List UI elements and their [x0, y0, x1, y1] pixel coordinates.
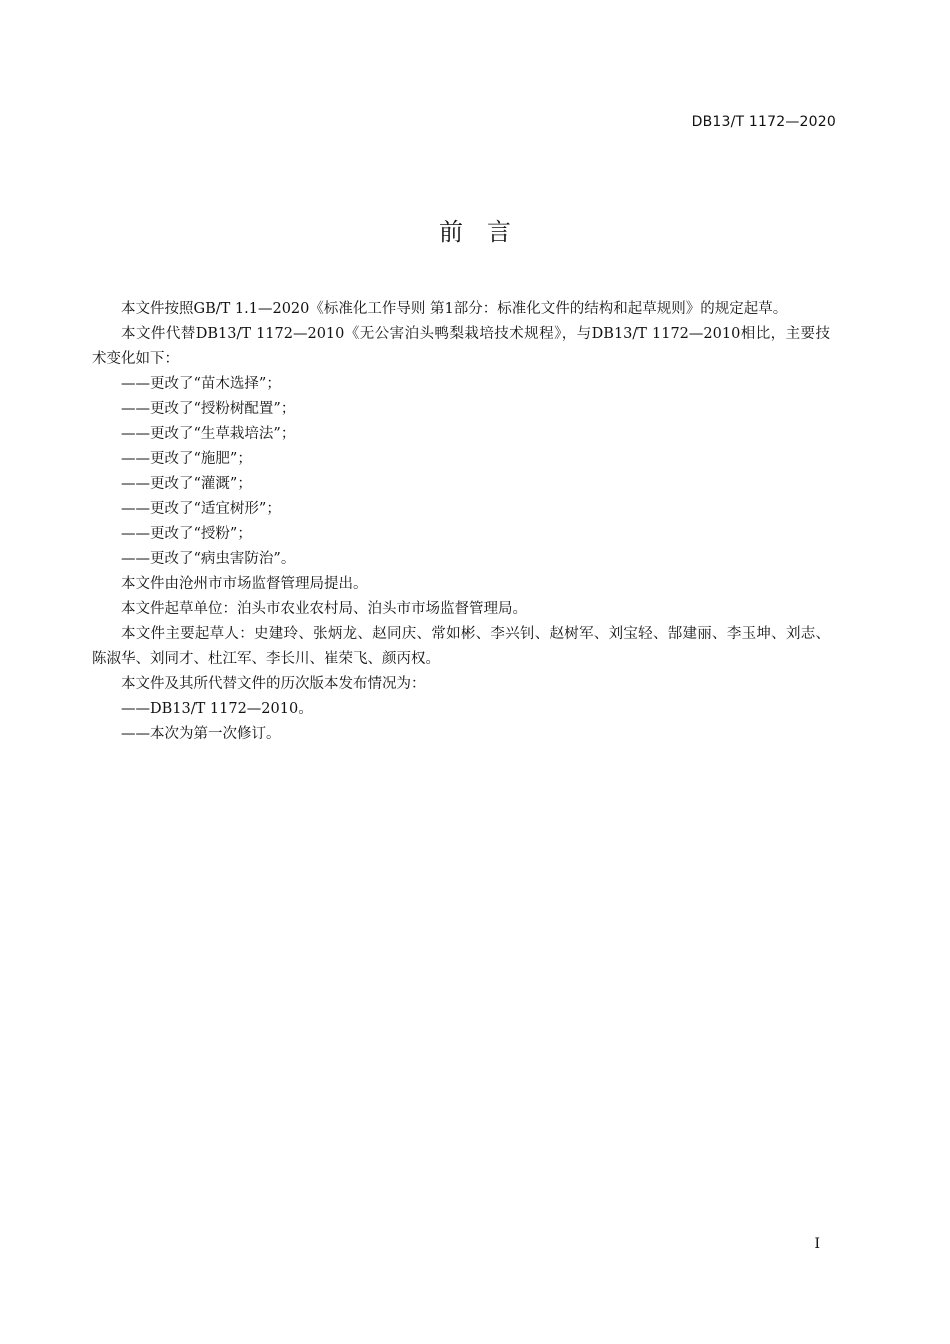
history-item: ——DB13/T 1172—2010。 — [121, 701, 313, 717]
paragraph-drafting-basis: 本文件按照GB/T 1.1—2020《标准化工作导则 第1部分：标准化文件的结构和起草规则》的规定起草。 — [121, 301, 788, 317]
list-item: ——更改了“苗木选择”； — [121, 376, 281, 392]
paragraph-drafters: 本文件主要起草人：史建玲、张炳龙、赵同庆、常如彬、李兴钊、赵树军、刘宝轻、郜建丽、李玉坤、刘志、陈淑华、刘同才、杜江军、李长川、崔荣飞、颜丙权。 — [92, 626, 830, 667]
page-number: I — [814, 1236, 820, 1252]
list-item: ——更改了“生草栽培法”； — [121, 426, 296, 442]
list-item: ——更改了“病虫害防治”。 — [121, 551, 296, 567]
list-item: ——更改了“适宜树形”； — [121, 501, 281, 517]
paragraph-drafting-units: 本文件起草单位：泊头市农业农村局、泊头市市场监督管理局。 — [121, 601, 527, 617]
history-item: ——本次为第一次修订。 — [121, 726, 281, 742]
list-item: ——更改了“授粉”； — [121, 526, 252, 542]
page-title: 前言 — [439, 218, 535, 246]
paragraph-version-history: 本文件及其所代替文件的历次版本发布情况为： — [121, 676, 426, 692]
list-item: ——更改了“灌溉”； — [121, 476, 252, 492]
paragraph-proposer: 本文件由沧州市市场监督管理局提出。 — [121, 576, 368, 592]
list-item: ——更改了“授粉树配置”； — [121, 401, 296, 417]
document-body — [92, 297, 830, 747]
paragraph-replacement: 本文件代替DB13/T 1172—2010《无公害泊头鸭梨栽培技术规程》，与DB13/T 1172—2010相比，主要技术变化如下： — [92, 326, 830, 367]
document-code: DB13/T 1172—2020 — [691, 114, 836, 130]
list-item: ——更改了“施肥”； — [121, 451, 252, 467]
